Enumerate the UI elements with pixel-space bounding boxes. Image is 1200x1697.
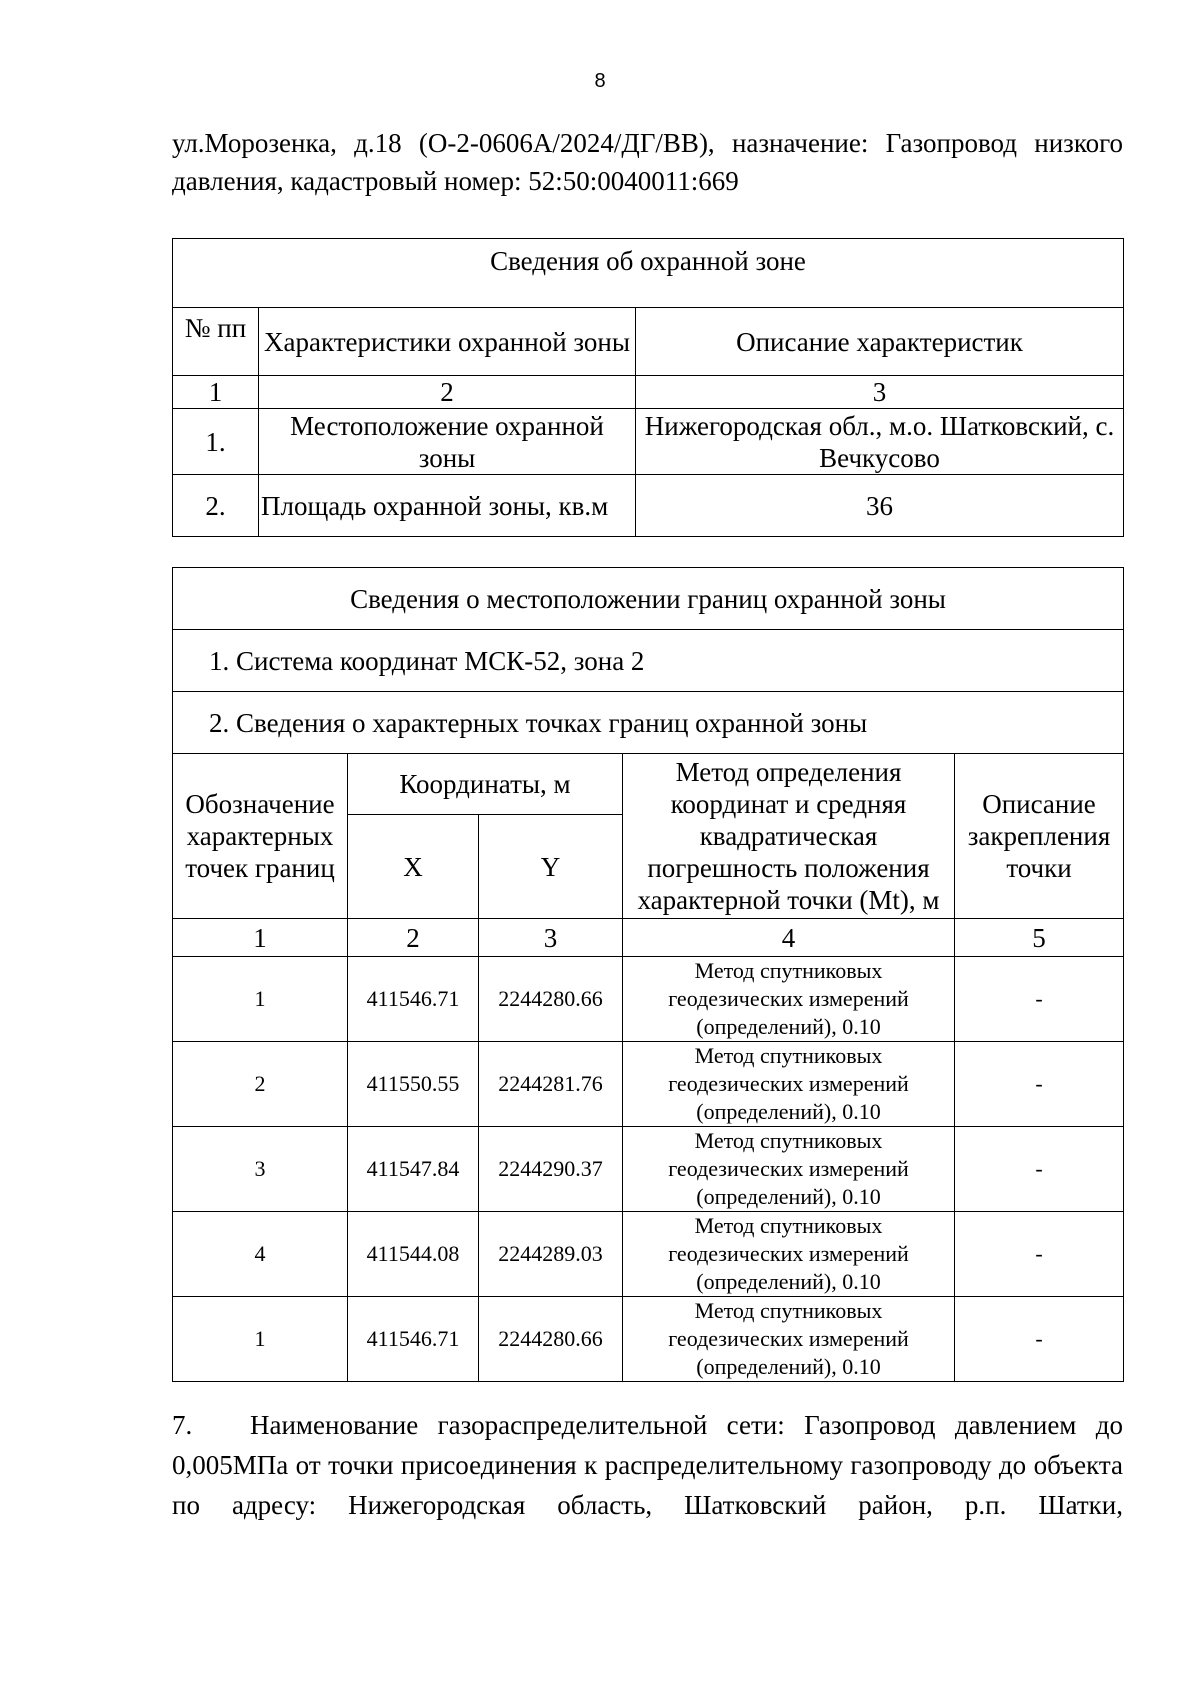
point-x: 411547.84: [348, 1127, 479, 1212]
point-method: Метод спутниковых геодезических измерений (определений), 0.10: [623, 1127, 955, 1212]
table-row: [173, 1042, 1124, 1127]
zone-header-number: № пп: [173, 308, 259, 376]
boundary-table-title: Сведения о местоположении границ охранной зоны: [173, 568, 1124, 630]
protection-zone-table: [172, 238, 1124, 537]
point-id: 1: [173, 1297, 348, 1382]
point-fixing: -: [955, 957, 1124, 1042]
header-y: Y: [479, 815, 623, 919]
zone-header-description: Описание характеристик: [636, 308, 1124, 376]
header-x: X: [348, 815, 479, 919]
table-row: [173, 1212, 1124, 1297]
point-id: 4: [173, 1212, 348, 1297]
header-designation: Обозначение характерных точек границ: [173, 754, 348, 919]
point-y: 2244281.76: [479, 1042, 623, 1127]
header-coordinates: Координаты, м: [348, 754, 623, 815]
point-x: 411546.71: [348, 957, 479, 1042]
point-y: 2244290.37: [479, 1127, 623, 1212]
point-x: 411546.71: [348, 1297, 479, 1382]
header-fixing: Описание закрепления точки: [955, 754, 1124, 919]
point-method: Метод спутниковых геодезических измерений (определений), 0.10: [623, 1297, 955, 1382]
table-row: [173, 1297, 1124, 1382]
header-method: Метод определения координат и средняя квадратическая погрешность положения характерной точки (Mt), м: [623, 754, 955, 919]
point-fixing: -: [955, 1212, 1124, 1297]
point-x: 411550.55: [348, 1042, 479, 1127]
index-cell: 1: [173, 919, 348, 957]
table-row: [173, 957, 1124, 1042]
point-y: 2244280.66: [479, 957, 623, 1042]
point-id: 1: [173, 957, 348, 1042]
intro-line-1: ул.Морозенка, д.18 (О-2-0606А/2024/ДГ/ВВ), назначение: Газопровод низкого: [172, 128, 1123, 158]
point-x: 411544.08: [348, 1212, 479, 1297]
point-method: Метод спутниковых геодезических измерений (определений), 0.10: [623, 957, 955, 1042]
point-id: 2: [173, 1042, 348, 1127]
table-row: [173, 1127, 1124, 1212]
point-method: Метод спутниковых геодезических измерений (определений), 0.10: [623, 1042, 955, 1127]
zone-row-characteristic: Местоположение охранной зоны: [259, 409, 636, 475]
zone-index-cell: 3: [636, 376, 1124, 409]
section-number: 7.: [172, 1410, 193, 1440]
intro-line-2: давления, кадастровый номер: 52:50:0040011:669: [172, 166, 739, 196]
boundary-location-table: [172, 567, 1124, 1382]
zone-index-cell: 1: [173, 376, 259, 409]
coordinate-system-row: 1. Система координат МСК-52, зона 2: [173, 630, 1124, 692]
index-cell: 5: [955, 919, 1124, 957]
points-info-row: 2. Сведения о характерных точках границ охранной зоны: [173, 692, 1124, 754]
point-y: 2244280.66: [479, 1297, 623, 1382]
zone-row-description: Нижегородская обл., м.о. Шатковский, с. Вечкусово: [636, 409, 1124, 475]
point-method: Метод спутниковых геодезических измерений (определений), 0.10: [623, 1212, 955, 1297]
point-y: 2244289.03: [479, 1212, 623, 1297]
index-cell: 3: [479, 919, 623, 957]
section-7-text: Наименование газораспределительной сети: Газопровод давлением до 0,005МПа от точки присоединения к распределительному газопроводу до объекта по адресу: Нижегородская область, Шатковский район, р.п. Шатки,: [172, 1410, 1123, 1520]
index-cell: 2: [348, 919, 479, 957]
zone-row-number: 2.: [173, 475, 259, 537]
zone-index-cell: 2: [259, 376, 636, 409]
point-fixing: -: [955, 1127, 1124, 1212]
zone-header-characteristics: Характеристики охранной зоны: [259, 308, 636, 376]
point-fixing: -: [955, 1297, 1124, 1382]
zone-row-number: 1.: [173, 409, 259, 475]
section-7-paragraph: [172, 1405, 1123, 1525]
zone-row-characteristic: Площадь охранной зоны, кв.м: [259, 475, 636, 537]
zone-row-description: 36: [636, 475, 1124, 537]
point-id: 3: [173, 1127, 348, 1212]
intro-paragraph: [172, 124, 1123, 200]
index-cell: 4: [623, 919, 955, 957]
page-number: 8: [594, 70, 606, 92]
point-fixing: -: [955, 1042, 1124, 1127]
zone-table-title: Сведения об охранной зоне: [173, 239, 1124, 308]
